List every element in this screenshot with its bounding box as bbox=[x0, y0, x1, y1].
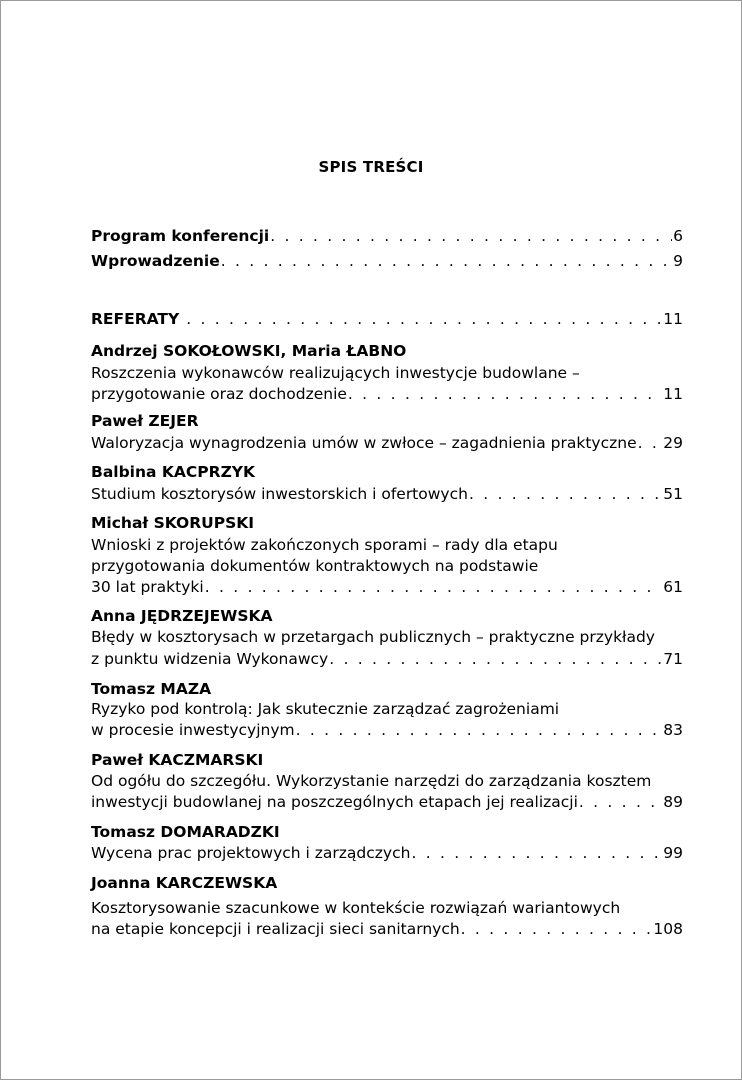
toc-section-referaty[interactable] bbox=[91, 308, 683, 330]
dot-leader bbox=[186, 308, 662, 330]
entry-author: Balbina KACPRZYK bbox=[91, 463, 256, 481]
page-number: 6 bbox=[673, 227, 683, 245]
entry-label: Program konferencji bbox=[91, 227, 270, 245]
entry-title-line: Studium kosztorysów inwestorskich i ofertowych bbox=[91, 485, 468, 503]
page-number: 11 bbox=[663, 310, 683, 328]
entry-author: Joanna KARCZEWSKA bbox=[91, 874, 278, 892]
entry-title-line: Roszczenia wykonawców realizujących inwestycje budowlane – bbox=[91, 364, 580, 382]
entry-author: Anna JĘDRZEJEWSKA bbox=[91, 607, 273, 625]
dot-leader bbox=[638, 432, 663, 454]
dot-leader bbox=[205, 576, 663, 598]
entry-author: Tomasz MAZA bbox=[91, 680, 212, 698]
entry-title-line: Od ogółu do szczegółu. Wykorzystanie narzędzi do zarządzania kosztem bbox=[91, 772, 652, 790]
toc-entry-last-line[interactable] bbox=[91, 432, 683, 454]
dot-leader bbox=[329, 648, 662, 670]
entry-title-line: Ryzyko pod kontrolą: Jak skutecznie zarządzać zagrożeniami bbox=[91, 700, 560, 718]
page-number: 108 bbox=[653, 920, 683, 938]
toc-entry-last-line[interactable] bbox=[91, 648, 683, 670]
dot-leader bbox=[296, 719, 663, 741]
dot-leader bbox=[469, 483, 662, 505]
dot-leader bbox=[411, 842, 662, 864]
page-number: 9 bbox=[673, 252, 683, 270]
page-number: 71 bbox=[663, 650, 683, 668]
entry-author: Tomasz DOMARADZKI bbox=[91, 823, 280, 841]
entry-author: Michał SKORUPSKI bbox=[91, 514, 255, 532]
dot-leader bbox=[348, 383, 662, 405]
entry-title-line: w procesie inwestycyjnym bbox=[91, 721, 295, 739]
page-title: SPIS TREŚCI bbox=[318, 158, 424, 176]
entry-title-line: z punktu widzenia Wykonawcy bbox=[91, 650, 329, 668]
toc-entry-wprowadzenie[interactable] bbox=[91, 250, 683, 272]
toc-entry-last-line[interactable] bbox=[91, 918, 683, 940]
entry-label: Wprowadzenie bbox=[91, 252, 220, 270]
section-label: REFERATY bbox=[91, 310, 180, 328]
entry-title-line: Waloryzacja wynagrodzenia umów w zwłoce – zagadnienia praktyczne bbox=[91, 434, 637, 452]
page-number: 51 bbox=[663, 485, 683, 503]
entry-title-line: Błędy w kosztorysach w przetargach publicznych – praktyczne przykłady bbox=[91, 628, 655, 646]
entry-title-line: Wycena prac projektowych i zarządczych bbox=[91, 844, 411, 862]
entry-title-line: inwestycji budowlanej na poszczególnych etapach jej realizacji bbox=[91, 793, 578, 811]
dot-leader bbox=[461, 918, 653, 940]
toc-entry-last-line[interactable] bbox=[91, 483, 683, 505]
toc-entry-last-line[interactable] bbox=[91, 383, 683, 405]
page-number: 89 bbox=[663, 793, 683, 811]
entry-title-line: przygotowanie oraz dochodzenie bbox=[91, 385, 347, 403]
entry-author: Andrzej SOKOŁOWSKI, Maria ŁABNO bbox=[91, 342, 407, 360]
entry-author: Paweł ZEJER bbox=[91, 412, 199, 430]
toc-entry-last-line[interactable] bbox=[91, 842, 683, 864]
entry-title-line: Wnioski z projektów zakończonych sporami – rady dla etapu bbox=[91, 536, 558, 554]
entry-author: Paweł KACZMARSKI bbox=[91, 751, 264, 769]
toc-entry-last-line[interactable] bbox=[91, 719, 683, 741]
toc-entry-last-line[interactable] bbox=[91, 576, 683, 598]
page-number: 61 bbox=[663, 578, 683, 596]
entry-title-line: Kosztorysowanie szacunkowe w kontekście rozwiązań wariantowych bbox=[91, 899, 621, 917]
dot-leader bbox=[270, 225, 672, 247]
page-number: 99 bbox=[663, 844, 683, 862]
dot-leader bbox=[579, 791, 662, 813]
toc-entry-last-line[interactable] bbox=[91, 791, 683, 813]
toc-entry-program[interactable] bbox=[91, 225, 683, 247]
page-number: 11 bbox=[663, 385, 683, 403]
entry-title-line: przygotowania dokumentów kontraktowych na podstawie bbox=[91, 557, 539, 575]
dot-leader bbox=[221, 250, 672, 272]
entry-title-line: na etapie koncepcji i realizacji sieci sanitarnych bbox=[91, 920, 460, 938]
page-number: 29 bbox=[663, 434, 683, 452]
page-number: 83 bbox=[663, 721, 683, 739]
entry-title-line: 30 lat praktyki bbox=[91, 578, 204, 596]
